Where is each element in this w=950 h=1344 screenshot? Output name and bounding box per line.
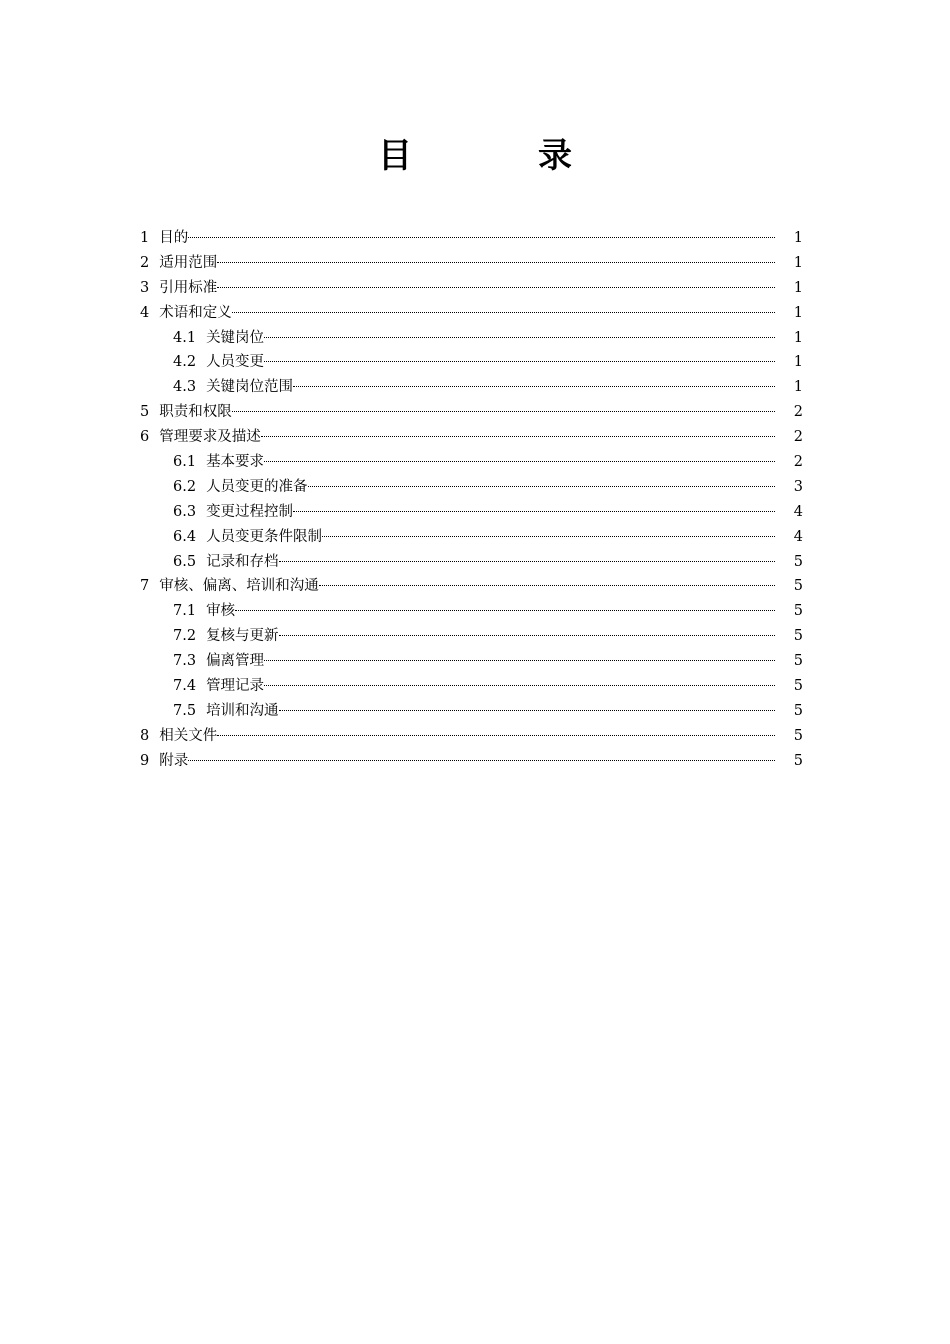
toc-entry-label: 变更过程控制 [206,503,294,520]
toc-entry-page: 1 [793,379,803,396]
toc-leader-dots [188,236,775,238]
toc-leader-dots [293,510,775,512]
toc-entry-number: 3 [140,279,150,296]
toc-entry-page: 2 [793,454,803,471]
toc-entry-label: 关键岗位 [206,329,265,346]
toc-leader-dots [279,634,775,636]
toc-entry-number: 7 [140,578,150,595]
toc-entry-page: 4 [793,528,803,545]
toc-entry-page: 1 [793,329,803,346]
toc-entry-number: 7.4 [173,678,197,695]
toc-leader-dots [188,759,775,761]
toc-title [0,128,950,177]
toc-subentry[interactable] [140,350,803,375]
toc-title-char-2: 录 [538,136,572,176]
toc-entry-number: 4.3 [173,379,197,396]
toc-entry-label: 适用范围 [159,254,218,271]
toc-subentry[interactable] [140,624,803,649]
toc-entry-page: 5 [793,553,803,570]
toc-entry[interactable] [140,425,803,450]
toc-subentry[interactable] [140,599,803,624]
toc-entry[interactable] [140,251,803,276]
toc-entry-label: 人员变更条件限制 [206,528,323,545]
toc-entry-label: 附录 [159,752,189,769]
toc-entry-number: 6.5 [173,553,197,570]
toc-entry-label: 记录和存档 [206,553,279,570]
toc-leader-dots [322,535,775,537]
toc-entry-number: 4.1 [173,329,197,346]
toc-entry-label: 相关文件 [159,727,218,744]
toc-entry[interactable] [140,276,803,301]
toc-entry-label: 人员变更的准备 [206,478,308,495]
toc-entry-number: 7.3 [173,653,197,670]
toc-entry-number: 7.2 [173,628,197,645]
toc-leader-dots [264,336,775,338]
toc-entry-number: 1 [140,230,150,246]
toc-entry[interactable] [140,749,803,774]
toc-leader-dots [279,560,775,562]
toc-entry-page: 4 [793,503,803,520]
toc-entry-page: 1 [793,279,803,296]
toc-entry-page: 2 [793,429,803,446]
table-of-contents [140,226,803,774]
toc-entry[interactable] [140,301,803,326]
toc-entry-page: 1 [793,254,803,271]
toc-entry-label: 人员变更 [206,354,265,371]
toc-entry-label: 管理记录 [206,678,265,695]
toc-entry-number: 4 [140,304,150,321]
toc-subentry[interactable] [140,649,803,674]
toc-leader-dots [232,410,775,412]
toc-entry-label: 职责和权限 [159,404,232,421]
toc-entry-number: 4.2 [173,354,197,371]
toc-leader-dots [217,261,775,263]
toc-entry-number: 6 [140,429,150,446]
toc-subentry[interactable] [140,375,803,400]
toc-subentry[interactable] [140,500,803,525]
toc-subentry[interactable] [140,699,803,724]
toc-entry-page: 5 [793,678,803,695]
toc-entry-label: 培训和沟通 [206,702,279,719]
toc-leader-dots [319,584,775,586]
toc-subentry[interactable] [140,525,803,550]
toc-leader-dots [308,485,775,487]
toc-entry[interactable] [140,574,803,599]
toc-entry-number: 6.4 [173,528,197,545]
toc-leader-dots [235,609,775,611]
toc-entry-number: 8 [140,727,150,744]
toc-title-char-1: 目 [378,136,412,176]
toc-entry-label: 基本要求 [206,454,265,471]
toc-subentry[interactable] [140,674,803,699]
toc-subentry[interactable] [140,450,803,475]
toc-entry-label: 偏离管理 [206,653,265,670]
toc-entry-page: 5 [793,603,803,620]
toc-leader-dots [264,360,775,362]
toc-entry-page: 5 [793,752,803,769]
toc-subentry[interactable] [140,550,803,575]
toc-entry-label: 引用标准 [159,279,218,296]
toc-entry-label: 审核 [206,603,236,620]
toc-entry-number: 6.2 [173,478,197,495]
toc-subentry[interactable] [140,475,803,500]
toc-entry-number: 2 [140,254,150,271]
toc-entry-page: 5 [793,702,803,719]
toc-entry[interactable] [140,724,803,749]
toc-leader-dots [264,659,775,661]
toc-leader-dots [261,435,775,437]
toc-leader-dots [293,385,775,387]
toc-entry-page: 5 [793,653,803,670]
toc-leader-dots [232,311,775,313]
toc-leader-dots [279,709,775,711]
toc-entry-page: 1 [793,230,803,246]
toc-subentry[interactable] [140,326,803,351]
toc-entry-number: 7.5 [173,702,197,719]
toc-entry-page: 5 [793,578,803,595]
toc-entry-label: 术语和定义 [159,304,232,321]
toc-entry-number: 6.1 [173,454,197,471]
toc-entry[interactable] [140,226,803,251]
toc-entry-number: 7.1 [173,603,197,620]
toc-entry-number: 6.3 [173,503,197,520]
toc-entry-page: 1 [793,354,803,371]
toc-entry-page: 2 [793,404,803,421]
toc-entry-page: 1 [793,304,803,321]
toc-entry-page: 5 [793,727,803,744]
toc-entry-label: 复核与更新 [206,628,279,645]
toc-entry-label: 目的 [159,230,189,246]
toc-entry-label: 管理要求及描述 [159,429,261,446]
toc-entry-label: 审核、偏离、培训和沟通 [159,578,319,595]
toc-entry-number: 5 [140,404,150,421]
toc-entry[interactable] [140,400,803,425]
toc-leader-dots [264,684,775,686]
toc-entry-label: 关键岗位范围 [206,379,294,396]
toc-entry-page: 5 [793,628,803,645]
toc-entry-page: 3 [793,478,803,495]
toc-leader-dots [217,286,775,288]
toc-leader-dots [217,734,775,736]
toc-entry-number: 9 [140,752,150,769]
toc-leader-dots [264,460,775,462]
